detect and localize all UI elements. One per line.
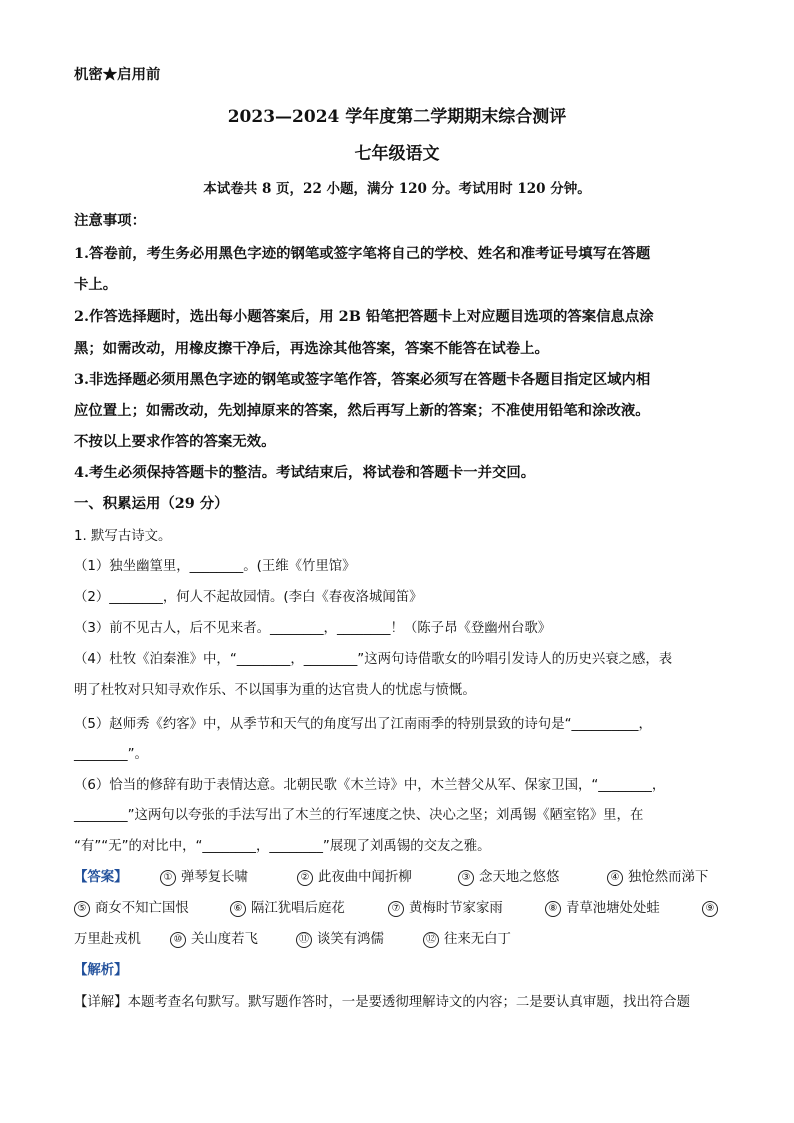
answer-item: ② 此夜曲中闻折柳 xyxy=(297,869,412,887)
answer-item: ① 弹琴复长啸 xyxy=(160,869,248,887)
question-line: ________”这两句以夸张的手法写出了木兰的行军速度之快、决心之坚；刘禹锡《陋室铭》里，在 xyxy=(74,808,644,823)
answer-item: ⑧ 青草池塘处处蛙 xyxy=(545,900,660,918)
detail-label: 【详解】 xyxy=(74,995,128,1010)
question-line: 明了杜牧对只知寻欢作乐、不以国事为重的达官贵人的忧虑与愤慨。 xyxy=(74,683,476,698)
answer-item: ④ 独怆然而涕下 xyxy=(607,869,708,887)
notes-line: 卡上。 xyxy=(74,276,118,293)
question-line: （3）前不见古人，后不见来者。________，________！（陈子昂《登幽州台歌》 xyxy=(74,621,552,636)
question-prompt: 1. 默写古诗文。 xyxy=(74,529,172,544)
notes-line: 1.答卷前，考生务必用黑色字迹的钢笔或签字笔将自己的学校、姓名和准考证号填写在答题 xyxy=(74,245,651,262)
notes-line: 应位置上；如需改动，先划掉原来的答案，然后再写上新的答案；不准使用铅笔和涂改液。 xyxy=(74,402,650,419)
notes-line: 不按以上要求作答的答案无效。 xyxy=(74,433,276,450)
exam-title: 2023—2024 学年度第二学期期末综合测评 xyxy=(227,107,567,127)
notes-line: 4.考生必须保持答题卡的整洁。考试结束后，将试卷和答题卡一并交回。 xyxy=(74,464,536,481)
question-line: （1）独坐幽篁里，________。(王维《竹里馆》 xyxy=(74,559,356,574)
answer-item-text: 万里赴戎机 xyxy=(74,932,141,947)
question-line: （4）杜牧《泊秦淮》中，“________，________”这两句诗借歌女的吟唱引发诗人的历史兴衰之感，表 xyxy=(74,652,673,667)
question-line: （6）恰当的修辞有助于表情达意。北朝民歌《木兰诗》中，木兰替父从军、保家卫国，“________， xyxy=(74,778,666,793)
exam-info: 本试卷共 8 页，22 小题，满分 120 分。考试用时 120 分钟。 xyxy=(203,181,591,197)
analysis-label: 【解析】 xyxy=(74,963,128,978)
answer-label: 【答案】 xyxy=(74,870,128,885)
analysis-detail xyxy=(74,994,690,1012)
answer-item: ⑤ 商女不知亡国恨 xyxy=(74,900,189,918)
question-line: （2）________，何人不起故园情。(李白《春夜洛城闻笛》 xyxy=(74,590,423,605)
section-heading: 一、积累运用（29 分） xyxy=(74,495,229,512)
answer-item: ⑥ 隔江犹唱后庭花 xyxy=(230,900,345,918)
question-line: ________”。 xyxy=(74,747,148,762)
notes-line: 3.非选择题必须用黑色字迹的钢笔或签字笔作答，答案必须写在答题卡各题目指定区域内相 xyxy=(74,371,651,388)
notes-heading: 注意事项： xyxy=(74,212,146,229)
exam-subtitle: 七年级语文 xyxy=(354,144,440,164)
notes-line: 黑；如需改动，用橡皮擦干净后，再选涂其他答案，答案不能答在试卷上。 xyxy=(74,340,549,357)
question-line: “有”“无”的对比中，“________，________”展现了刘禹锡的交友之雅。 xyxy=(74,839,491,854)
answer-item: ⑩ 关山度若飞 xyxy=(170,931,258,949)
answer-item: ⑦ 黄梅时节家家雨 xyxy=(388,900,503,918)
notes-line: 2.作答选择题时，选出每小题答案后，用 2B 铅笔把答题卡上对应题目选项的答案信息点涂 xyxy=(74,308,654,325)
detail-text: 本题考查名句默写。默写题作答时，一是要透彻理解诗文的内容；二是要认真审题，找出符合题 xyxy=(127,995,690,1010)
answer-item: ⑪ 谈笑有鸿儒 xyxy=(296,931,384,949)
question-line: （5）赵师秀《约客》中，从季节和天气的角度写出了江南雨季的特别景致的诗句是“__________， xyxy=(74,717,652,732)
confidential-mark: 机密★启用前 xyxy=(74,66,161,83)
answer-item: ③ 念天地之悠悠 xyxy=(458,869,559,887)
answer-item: ⑫ 往来无白丁 xyxy=(423,931,511,949)
answer-item: ⑨ xyxy=(702,900,723,918)
